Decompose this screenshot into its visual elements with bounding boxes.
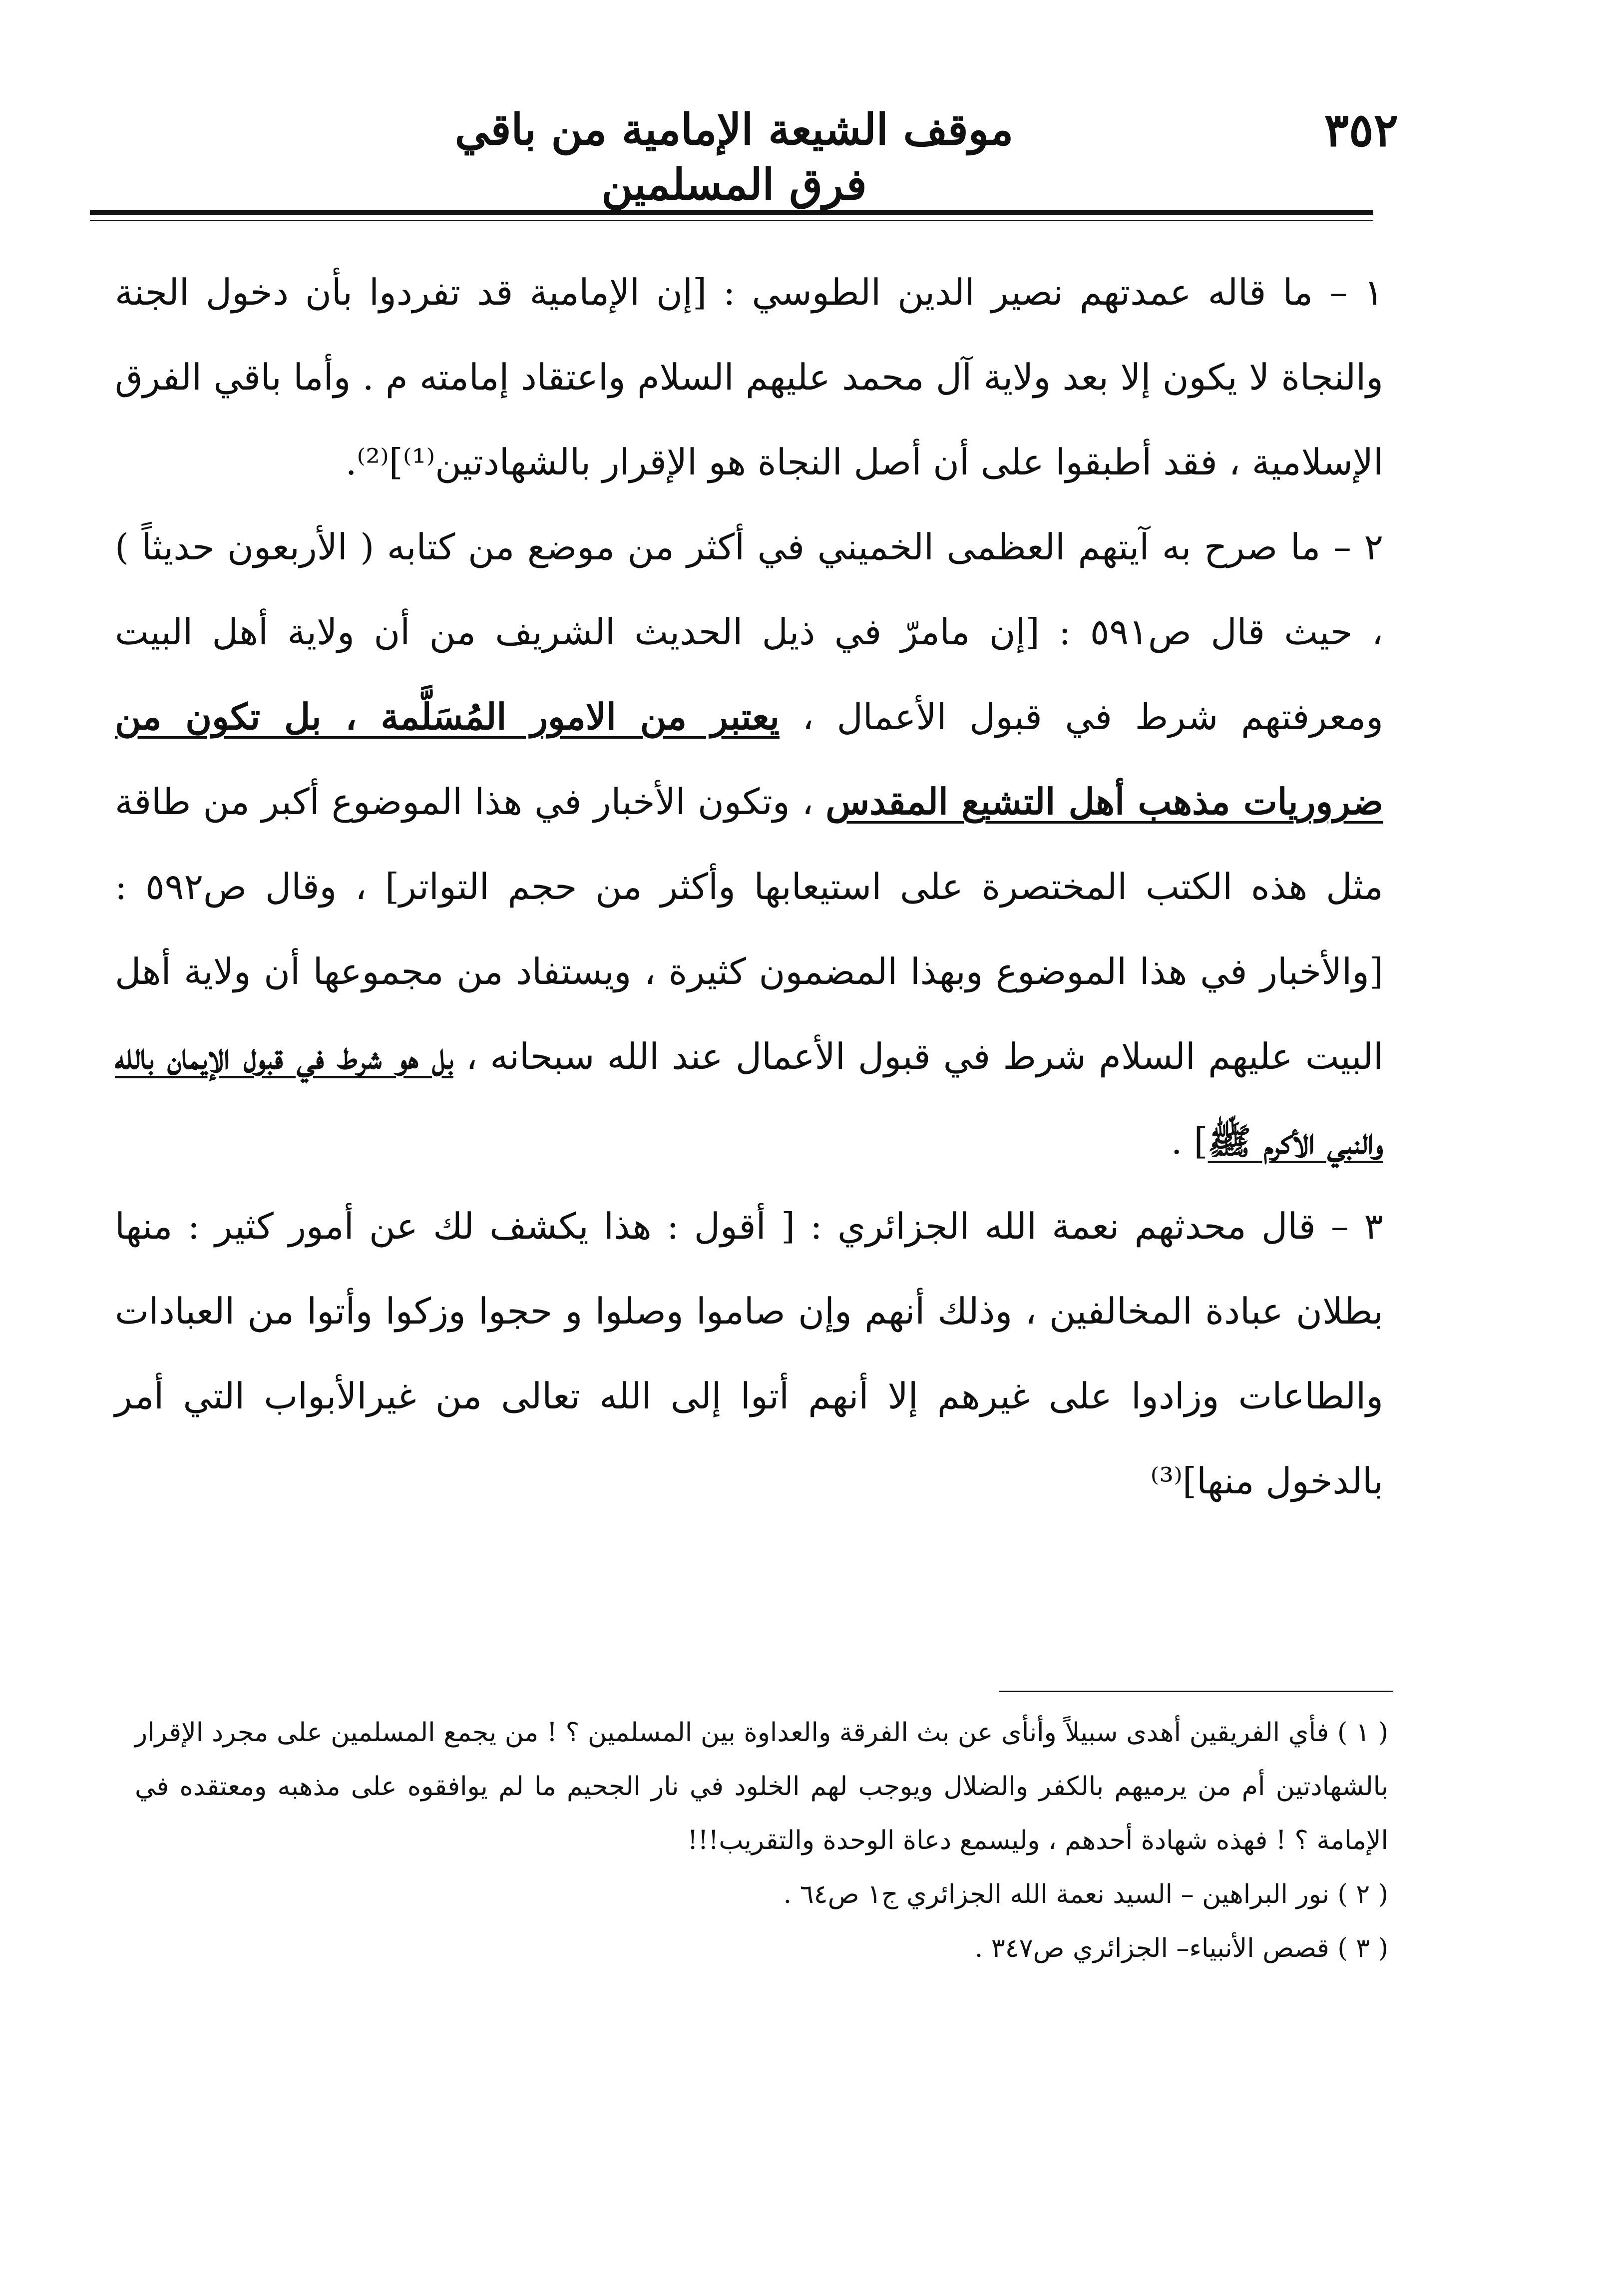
underlined-phrase-1: يعتبر من الامور المُسَلَّمة ، بل تكون من ضروريات مذهب أهل التشيع المقدس (115, 695, 1383, 823)
footnote-3: ( ٣ ) قصص الأنبياء– الجزائري ص٣٤٧ . (974, 1933, 1388, 1963)
footnote-separator (999, 1691, 1393, 1692)
footnote-2: ( ٢ ) نور البراهين – السيد نعمة الله الجزائري ج١ ص٦٤ . (783, 1879, 1388, 1909)
footnotes (135, 1706, 1388, 1975)
paragraph-2-part-a: ٢ – ما صرح به آيتهم العظمى الخميني في أكثر من موضع من كتابه ( الأربعون حديثاً ) ، حيث قال ص٥٩١ : [إن مامرّ في ذيل الحديث الشريف من أن ولاية أهل البيت ومعرفتهم شرط في قبول الأعمال ، (115, 526, 1384, 738)
underlined-phrase-2: بل هو شرط في قبول الإيمان بالله والنبي الأكرم ﷺ (115, 1035, 1383, 1162)
page-number: ٣٥٢ (1324, 103, 1398, 157)
header-rule-thin (90, 220, 1373, 221)
paragraph-2 (115, 504, 1383, 1184)
main-text (115, 250, 1383, 1523)
paragraph-2-part-c: ] . (1171, 1120, 1208, 1162)
paragraph-2-part-b: ، وتكون الأخبار في هذا الموضوع أكبر من طاقة مثل هذه الكتب المختصرة على استيعابها وأكثر من حجم التواتر] ، وقال ص٥٩٢ : [والأخبار في هذا الموضوع وبهذا المضمون كثيرة ، ويستفاد من مجموعها أن ولاية أهل البيت عليهم السلام شرط في قبول الأعمال عند الله سبحانه ، (115, 781, 1383, 1077)
paragraph-3: ٣ – قال محدثهم نعمة الله الجزائري : [ أقول : هذا يكشف لك عن أمور كثير : منها بطلان عبادة المخالفين ، وذلك أنهم وإن صاموا وصلوا و حجوا وزكوا وأتوا من العبادات والطاعات وزادوا على غيرهم إلا أنهم أتوا إلى الله تعالى من غيرالأبواب التي أمر بالدخول منها]⁽³⁾ (115, 1205, 1383, 1502)
header-rule-thick (90, 210, 1373, 215)
paragraph-1: ١ – ما قاله عمدتهم نصير الدين الطوسي : [إن الإمامية قد تفردوا بأن دخول الجنة والنجاة لا يكون إلا بعد ولاية آل محمد عليهم السلام واعتقاد إمامته م . وأما باقي الفرق الإسلامية ، فقد أطبقوا على أن أصل النجاة هو الإقرار بالشهادتين⁽¹⁾]⁽²⁾. (115, 271, 1384, 483)
footnote-1: ( ١ ) فأي الفريقين أهدى سبيلاً وأنأى عن بث الفرقة والعداوة بين المسلمين ؟ ! من يجمع المسلمين على مجرد الإقرار بالشهادتين أم من يرميهم بالكفر والضلال ويوجب لهم الخلود في نار الجحيم ما لم يوافقوه على مذهبه ومعتقده في الإمامة ؟ ! فهذه شهادة أحدهم ، وليسمع دعاة الوحدة والتقريب!!! (135, 1718, 1388, 1855)
running-header-title: موقف الشيعة الإمامية من باقي فرق المسلمين (454, 104, 1014, 210)
